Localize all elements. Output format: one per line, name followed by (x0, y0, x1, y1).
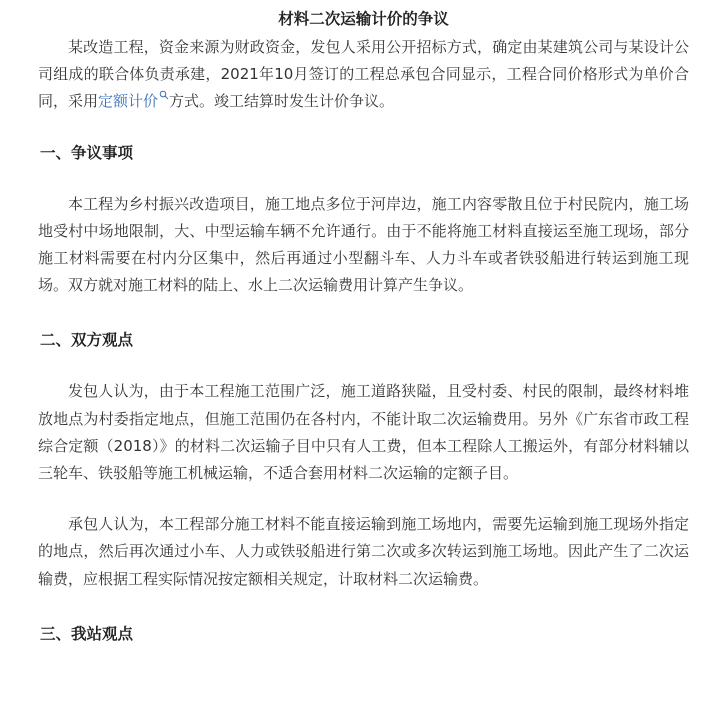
intro-text-after-link: 方式。竣工结算时发生计价争议。 (169, 92, 395, 111)
spacer (38, 167, 689, 191)
intro-paragraph (38, 34, 689, 116)
article-title: 材料二次运输计价的争议 (278, 10, 449, 28)
dispute-paragraph: 本工程为乡村振兴改造项目，施工地点多位于河岸边，施工内容零散且位于村民院内，施工场地受村中场地限制，大、中型运输车辆不允许通行。由于不能将施工材料直接运至施工现场，部分施工材料需要在村内分区集中，然后再通过小型翻斗车、人力斗车或者铁驳船进行转运到施工现场。双方就对施工材料的陆上、水上二次运输费用计算产生争议。 (38, 194, 689, 295)
quota-pricing-link[interactable]: 定额计价 (98, 92, 159, 111)
employer-view-paragraph: 发包人认为，由于本工程施工范围广泛，施工道路狭隘，且受村委、村民的限制，最终材料堆放地点为村委指定地点，但施工范围仍在各村内，不能计取二次运输费用。另外《广东省市政工程综合定额（2018）》的材料二次运输子目中只有人工费，但本工程除人工搬运外，有部分材料辅以三轮车、铁驳船等施工机械运输，不适合套用材料二次运输的定额子目。 (38, 382, 689, 483)
section-heading-our-view: 三、我站观点 (40, 624, 134, 643)
contractor-view-paragraph: 承包人认为，本工程部分施工材料不能直接运输到施工场地内，需要先运输到施工现场外指定的地点，然后再次通过小车、人力或铁驳船进行第二次或多次转运到施工场地。因此产生了二次运输费，应根据工程实际情况按定额相关规定，计取材料二次运输费。 (38, 515, 689, 588)
spacer (38, 593, 689, 621)
spacer (38, 487, 689, 511)
section-heading-dispute: 一、争议事项 (40, 143, 134, 162)
section-heading-views: 二、双方观点 (40, 331, 134, 350)
search-icon[interactable] (159, 90, 169, 100)
spacer (38, 116, 689, 140)
spacer (38, 299, 689, 327)
spacer (38, 354, 689, 378)
intro-text-before-link: 某改造工程，资金来源为财政资金，发包人采用公开招标方式，确定由某建筑公司与某设计公司组成的联合体负责承建，2021年10月签订的工程总承包合同显示，工程合同价格形式为单价合同，采用 (38, 38, 689, 111)
